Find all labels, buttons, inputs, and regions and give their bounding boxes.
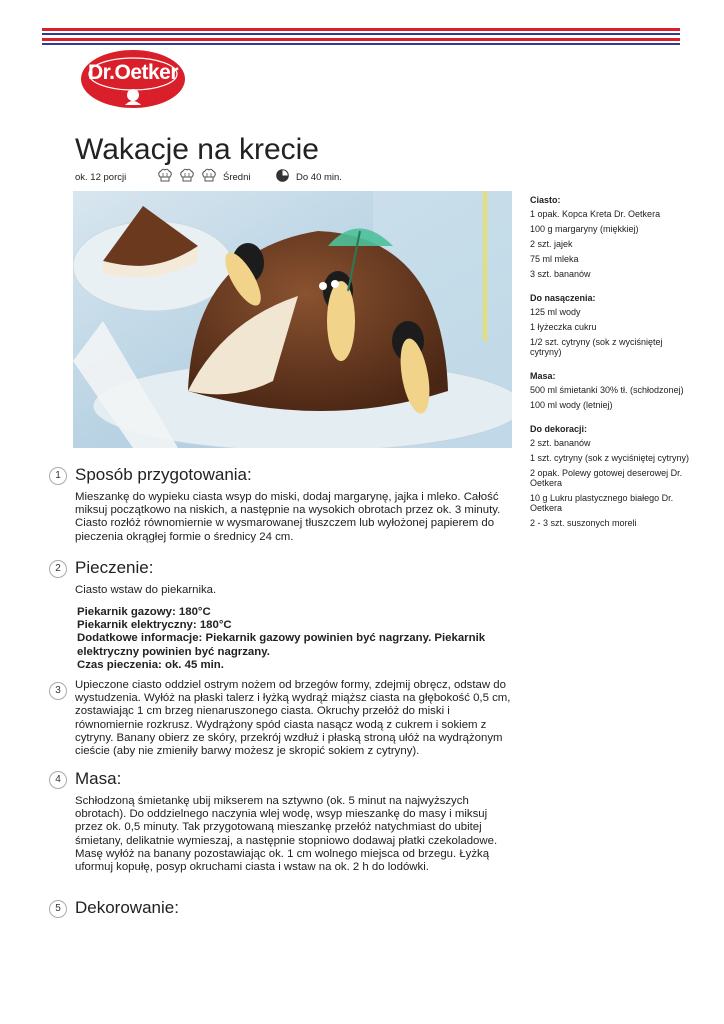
time-label: Do 40 min. (296, 172, 342, 183)
ingredient-item: 125 ml wody (530, 307, 581, 317)
ingredient-item: 1 szt. cytryny (sok z wyciśniętej cytryny) (530, 453, 690, 463)
ingredient-item: 100 ml wody (letniej) (530, 400, 613, 410)
step-number: 3 (49, 682, 67, 700)
step-text: Upieczone ciasto oddziel ostrym nożem od brzegów formy, zdejmij obręcz, odstaw do wystudzenia. Wyłóż na płaski talerz i łyżką wydrąż miąższ ciasta na głębokość 0,5 cm, zostawiając 1 cm brzeg nienaruszonego ciasta. Okruchy przełóż do miski i równomiernie rozkrusz. Wydrążony spód ciasta nasącz wodą z cukrem i sokiem z cytryny. Banany obierz ze skóry, przekrój wzdłuż i płaską stroną ułóż na wydrążonym cieście (aby nie zmieniły barwy możesz je skropić sokiem z cytryny). (75, 679, 511, 758)
ingredient-item: 1 opak. Kopca Kreta Dr. Oetkera (530, 209, 661, 219)
ingredient-item: 75 ml mleka (530, 254, 579, 264)
ingredient-group-heading: Do nasączenia: (530, 293, 596, 303)
step-title: Dekorowanie: (75, 898, 179, 917)
ingredient-item: 1/2 szt. cytryny (sok z wyciśniętej cytryny) (530, 337, 663, 357)
step-number: 4 (49, 771, 67, 789)
baking-info-line: Czas pieczenia: ok. 45 min. (77, 658, 224, 671)
difficulty-label: Średni (223, 172, 251, 183)
ingredient-group-nasaczenie (530, 293, 690, 357)
ingredient-item: 2 opak. Polewy gotowej deserowej Dr. Oetkera (530, 468, 683, 488)
ingredient-item: 500 ml śmietanki 30% tł. (schłodzonej) (530, 385, 684, 395)
recipe-photo (73, 191, 512, 448)
ingredient-group-masa (530, 371, 690, 410)
recipe-title: Wakacje na krecie (75, 133, 319, 166)
header-stripe-blue (42, 33, 680, 35)
header-stripe-red (42, 38, 680, 41)
baking-info-line: Piekarnik gazowy: 180°C (77, 606, 211, 618)
ingredients-sidebar (530, 195, 690, 542)
ingredient-item: 10 g Lukru plastycznego białego Dr. Oetkera (530, 493, 674, 513)
step-text: Schłodzoną śmietankę ubij mikserem na sztywno (ok. 5 minut na najwyższych obrotach). Do oddzielnego naczynia wlej wodę, wsyp mieszankę do masy i miksuj przez ok. 0,5 minuty. Tak przygotowaną mieszankę przełóż natychmiast do ubitej śmietany, delikatnie wymieszaj, a następnie stopniowo dodawaj płatki czekoladowe. Masę wyłóż na banany pozostawiając ok. 1 cm wolnego miejsca od brzegu. Łyżką uformuj kopułę, posyp okruchami ciasta i wstaw na ok. 2 h do lodówki. (75, 795, 498, 874)
baking-info (77, 606, 507, 672)
chef-hat-icon (157, 168, 173, 182)
ingredient-group-heading: Do dekoracji: (530, 424, 588, 434)
step-number: 5 (49, 900, 67, 918)
step-title: Masa: (75, 769, 122, 788)
step-text: Mieszankę do wypieku ciasta wsyp do miski, dodaj margarynę, jajka i mleko. Całość miksuj początkowo na niskich, a następnie na wysokich obrotach przez ok. 3 minuty. Ciasto rozłóż równomiernie w wysmarowanej tłuszczem lub wyłożonej papierem do pieczenia okrągłej formie o średnicy 24 cm. (75, 491, 501, 543)
ingredient-item: 1 łyżeczka cukru (530, 322, 597, 332)
step-title: Pieczenie: (75, 558, 154, 577)
ingredient-item: 3 szt. bananów (530, 269, 591, 279)
step-title: Sposób przygotowania: (75, 465, 252, 484)
logo-text: Dr.Oetker (87, 61, 179, 84)
header-stripe-blue (42, 43, 680, 45)
ingredient-group-ciasto (530, 195, 690, 279)
ingredient-item: 2 szt. jajek (530, 239, 573, 249)
clock-icon (276, 169, 289, 182)
baking-info-line: Dodatkowe informacje: Piekarnik gazowy powinien być nagrzany. Piekarnik elektryczny powinien być nagrzany. (77, 632, 486, 658)
header-stripe-red (42, 28, 680, 31)
ingredient-group-dekoracja (530, 424, 690, 528)
step-number: 2 (49, 560, 67, 578)
step-number: 1 (49, 467, 67, 485)
chef-hat-icon (201, 168, 217, 182)
baking-info-line: Piekarnik elektryczny: 180°C (77, 619, 232, 632)
ingredient-item: 2 szt. bananów (530, 438, 591, 448)
ingredient-item: 100 g margaryny (miękkiej) (530, 224, 639, 234)
step-text: Ciasto wstaw do piekarnika. (75, 584, 217, 596)
ingredient-group-heading: Masa: (530, 371, 556, 381)
dr-oetker-logo (78, 47, 188, 111)
ingredient-group-heading: Ciasto: (530, 195, 561, 205)
ingredient-item: 2 - 3 szt. suszonych moreli (530, 518, 637, 528)
chef-hat-icon (179, 168, 195, 182)
portions-label: ok. 12 porcji (75, 172, 127, 183)
